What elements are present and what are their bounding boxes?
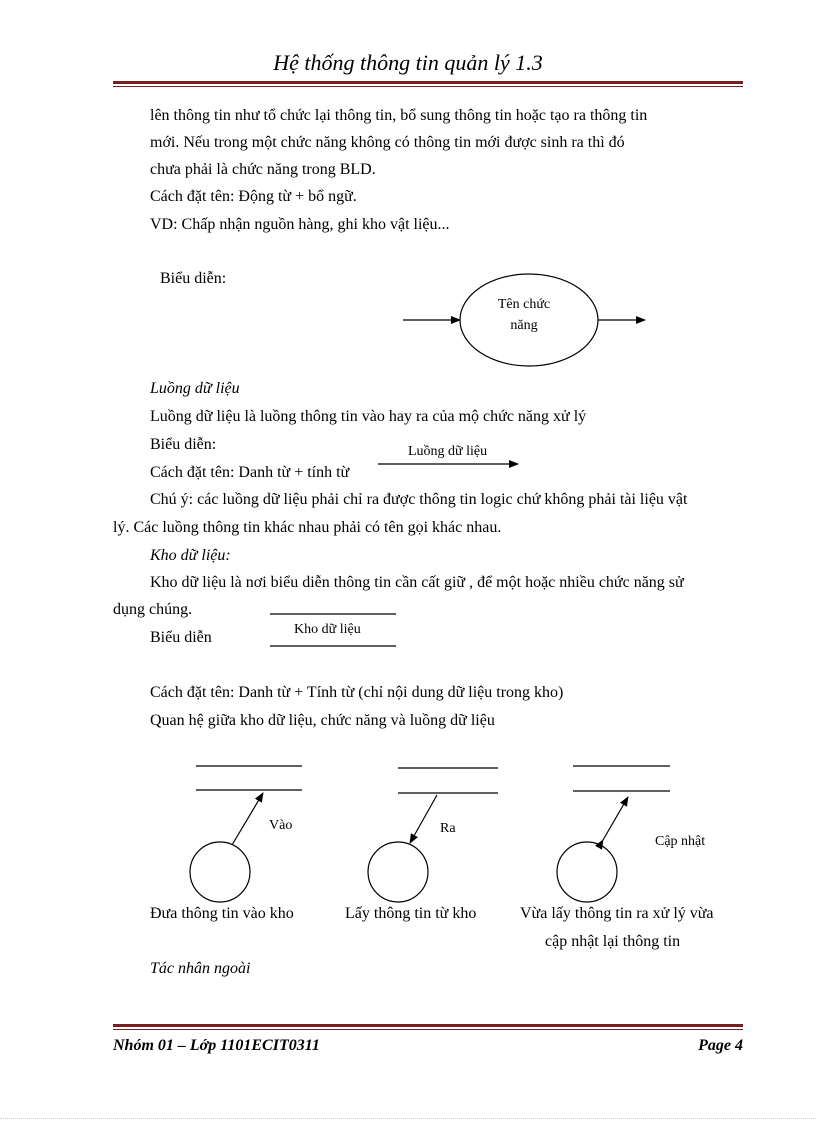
store-heading: Kho dữ liệu: — [150, 547, 231, 564]
store-definition: Kho dữ liệu là nơi biểu diễn thông tin cần cất giữ , để một hoặc nhiều chức năng sử — [150, 574, 684, 591]
example-line: VD: Chấp nhận nguồn hàng, ghi kho vật liệu... — [150, 216, 450, 233]
store-definition: dụng chúng. — [113, 601, 193, 618]
function-label-line2: năng — [510, 318, 538, 333]
flow-arrow-label: Luồng dữ liệu — [408, 444, 488, 459]
representation-label: Biểu diễn: — [150, 436, 217, 453]
naming-rule-flow: Cách đặt tên: Danh từ + tính từ — [150, 464, 350, 481]
page-header-title: Hệ thống thông tin quản lý 1.3 — [273, 50, 543, 75]
paragraph-line: lên thông tin như tổ chức lại thông tin, bổ sung thông tin hoặc tạo ra thông tin — [150, 107, 648, 124]
update-arrow — [603, 797, 628, 840]
process3-circle — [557, 842, 617, 902]
footer-page-number: Page 4 — [698, 1037, 743, 1054]
note-line: Chú ý: các luồng dữ liệu phải chỉ ra được thông tin logic chứ không phải tài liệu vật — [150, 491, 688, 508]
paragraph-line: mới. Nếu trong một chức năng không có thông tin mới được sinh ra thì đó — [150, 134, 625, 151]
relation-heading: Quan hệ giữa kho dữ liệu, chức năng và luồng dữ liệu — [150, 712, 495, 729]
caption-update-line1: Vừa lấy thông tin ra xử lý vừa — [520, 905, 714, 922]
store-label: Kho dữ liệu — [294, 622, 361, 637]
function-ellipse — [460, 274, 598, 366]
naming-rule-store: Cách đặt tên: Danh từ + Tính từ (chỉ nội dung dữ liệu trong kho) — [150, 684, 564, 701]
footer-group-class: Nhóm 01 – Lớp 1101ECIT0311 — [113, 1037, 320, 1054]
representation-label: Biểu diễn: — [160, 270, 227, 287]
caption-out: Lấy thông tin từ kho — [345, 905, 477, 922]
paragraph-line: chưa phải là chức năng trong BLD. — [150, 161, 376, 178]
update-label: Cập nhật — [655, 834, 706, 849]
process1-circle — [190, 842, 250, 902]
out-label: Ra — [440, 821, 456, 836]
flow-heading: Luồng dữ liệu — [150, 380, 240, 397]
naming-rule-function: Cách đặt tên: Động từ + bổ ngữ. — [150, 188, 357, 205]
function-label-line1: Tên chức — [497, 297, 551, 312]
in-arrow — [232, 793, 263, 845]
in-label: Vào — [269, 818, 293, 833]
caption-in: Đưa thông tin vào kho — [150, 905, 294, 922]
representation-label: Biểu diễn — [150, 629, 212, 646]
process2-circle — [368, 842, 428, 902]
external-agent-heading: Tác nhân ngoài — [150, 960, 251, 977]
out-arrow — [410, 795, 437, 843]
note-line: lý. Các luồng thông tin khác nhau phải có tên gọi khác nhau. — [113, 519, 502, 536]
flow-definition: Luồng dữ liệu là luồng thông tin vào hay ra của mộ chức năng xử lý — [150, 408, 587, 425]
caption-update-line2: cập nhật lại thông tin — [545, 933, 681, 950]
